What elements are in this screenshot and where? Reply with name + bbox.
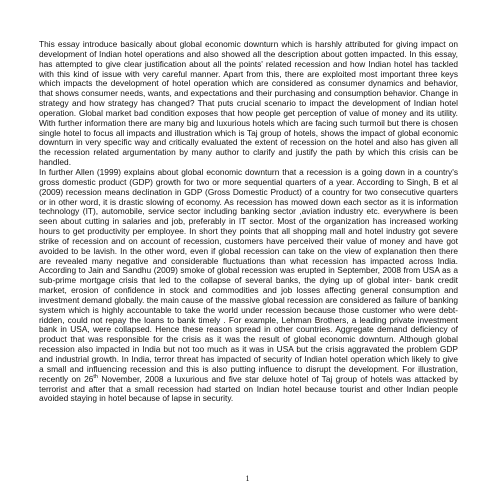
- paragraph-recession-tail: November, 2008 a luxurious and five star deluxe hotel of Taj group of hotels was attacked by terrorist and after that a small recession had started on Indian hotel because tourist and other Indian people avoided staying in hotel because of lapse in security.: [39, 373, 458, 404]
- paragraph-introduction-text: This essay introduce basically about global economic downturn which is harshly attributed for giving impact on development of Indian hotel operations and also showed all the description about gotten impacted. In this essay, has attempted to give clear justification about all the points' related recession and how Indian hotel has tackled with this kind of issue with very careful manner. Apart from this, there are exploited most important three keys which impacts the development of hotel operation which are considered as consumer dynamics and behavior, that shows consumer needs, wants, and expectations and their purchasing and consumption behavior. Change in strategy and how strategy has changed? That puts crucial scenario to impact the development of Indian hotel operation. Global market bad condition exposes that how people get perception of value of money and its utility. With further information there are many big and luxurious hotels which are facing such turmoil but there is chosen single hotel to focus all impacts and illustration which is Taj group of hotels, shows the impact of global economic downturn in very specific way and critically evaluated the extent of recession on the hotel and also has given all the recession related argumentation by many author to clarify and justify the path by which this crisis can be handled.: [39, 39, 458, 168]
- ordinal-superscript: th: [93, 373, 98, 380]
- paragraph-introduction: [39, 40, 458, 168]
- paragraph-recession: [39, 168, 458, 404]
- paragraph-recession-text: In further Allen (1999) explains about global economic downturn that a recession is a going down in a country's gross domestic product (GDP) growth for two or more sequential quarters of a year. According to Singh, B et al (2009) recession means declination in GDP (Gross Domestic Product) of a country for two consecutive quarters or in other word, it is drastic slowing of economy. As recession has mowed down each sector as it is information technology (IT), automobile, service sector including banking sector ,aviation industry etc. everywhere is been seen about cutting in salaries and job, preferably in IT sector. Most of the organization has increased working hours to get productivity per employee. In short they points that all shopping mall and hotel industry got severe strike of recession and on account of recession, customers have perceived their value of money and have got avoided to be lavish. In the other word, even if global recession can take on the view of explanation then there are revealed many negative and considerable fluctuations than what recession has impacted across India. According to Jain and Sandhu (2009) smoke of global recession was erupted in September, 2008 from USA as a sub-prime mortgage crisis that led to the collapse of several banks, the dying up of global inter- bank credit market, erosion of confidence in stock and commodities and job losses affecting general consumption and investment demand globally. the main cause of the massive global recession are considered as failure of banking system which is highly accountable to take the world under recession because those customer who were debt-ridden, could not repay the loans to bank timely . For example, Lehman Brothers, a leading private investment bank in USA, were collapsed. Hence these reason spread in other countries. Aggregate demand deficiency of product that was responsible for the crisis as it was the result of global economic downturn. Although global recession also impacted in India but not too much as it was in USA but the crisis aggravated the problem GDP and industrial growth. In India, terror threat has impacted of security of Indian hotel operation which likely to give a small and influencing recession and this is also putting influence to disrupt the development. For illustration, recently on 26: [39, 166, 458, 384]
- body-text: [39, 40, 458, 404]
- page-number: 1: [245, 474, 250, 483]
